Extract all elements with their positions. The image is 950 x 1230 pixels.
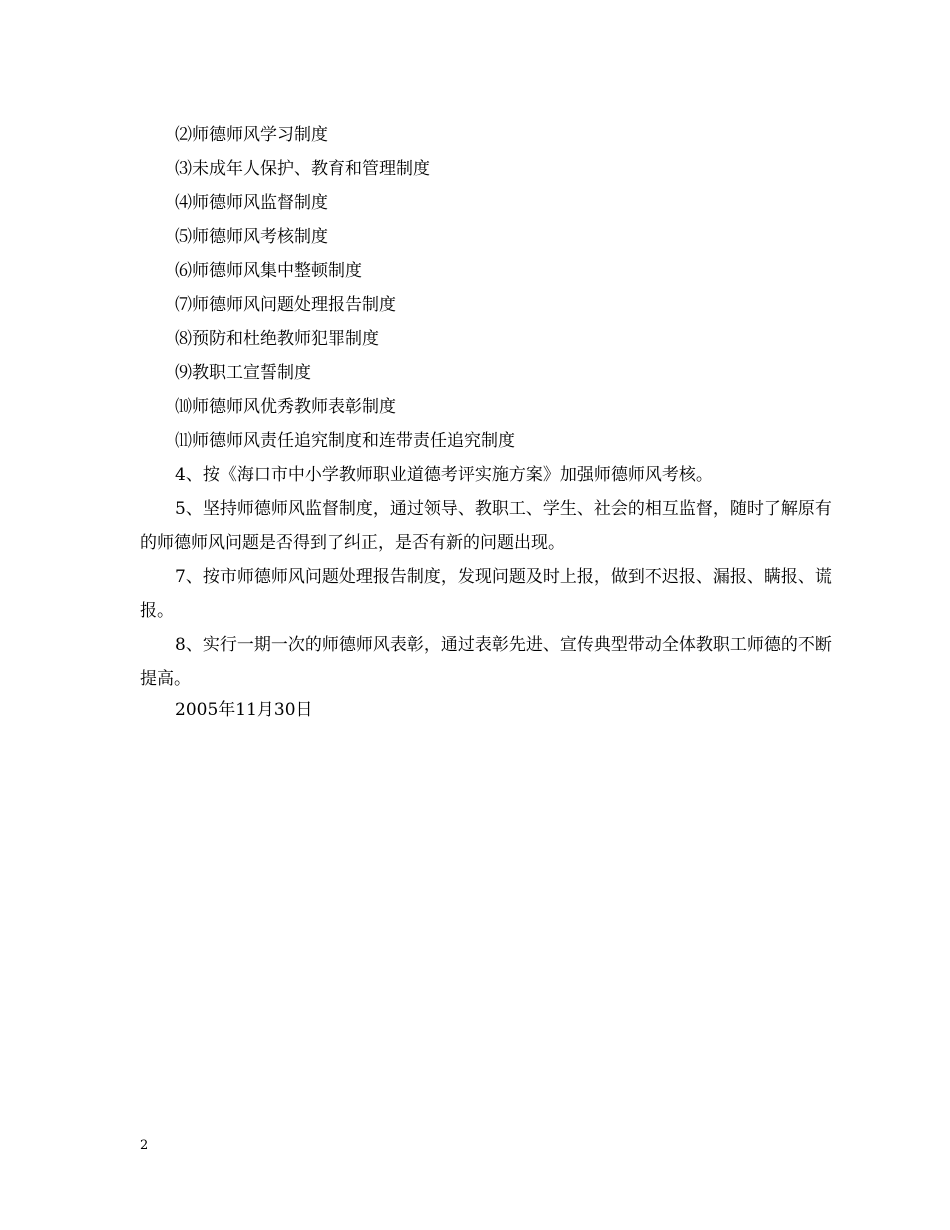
paragraph-4: 4、按《海口市中小学教师职业道德考评实施方案》加强师德师风考核。: [175, 465, 713, 485]
list-item: ⑾师德师风责任追究制度和连带责任追究制度: [175, 431, 515, 451]
list-item: ⑹师德师风集中整顿制度: [175, 261, 362, 281]
system-list: [175, 118, 835, 458]
list-item: ⑺师德师风问题处理报告制度: [175, 295, 396, 315]
body-paragraphs: [140, 458, 840, 696]
list-item: ⑸师德师风考核制度: [175, 227, 328, 247]
list-item: ⑻预防和杜绝教师犯罪制度: [175, 329, 379, 349]
list-item: ⑼教职工宣誓制度: [175, 363, 311, 383]
paragraph-5: 5、坚持师德师风监督制度，通过领导、教职工、学生、社会的相互监督，随时了解原有的师德师风问题是否得到了纠正，是否有新的问题出现。: [140, 499, 832, 553]
list-item: ⑷师德师风监督制度: [175, 193, 328, 213]
list-item: ⑵师德师风学习制度: [175, 125, 328, 145]
list-item: ⑽师德师风优秀教师表彰制度: [175, 397, 396, 417]
document-date: 2005年11月30日: [175, 700, 313, 720]
list-item: ⑶未成年人保护、教育和管理制度: [175, 159, 430, 179]
page-number: 2: [140, 1138, 149, 1153]
paragraph-7: 7、按市师德师风问题处理报告制度，发现问题及时上报，做到不迟报、漏报、瞒报、谎报。: [140, 567, 832, 621]
paragraph-8: 8、实行一期一次的师德师风表彰，通过表彰先进、宣传典型带动全体教职工师德的不断提高。: [140, 635, 832, 689]
